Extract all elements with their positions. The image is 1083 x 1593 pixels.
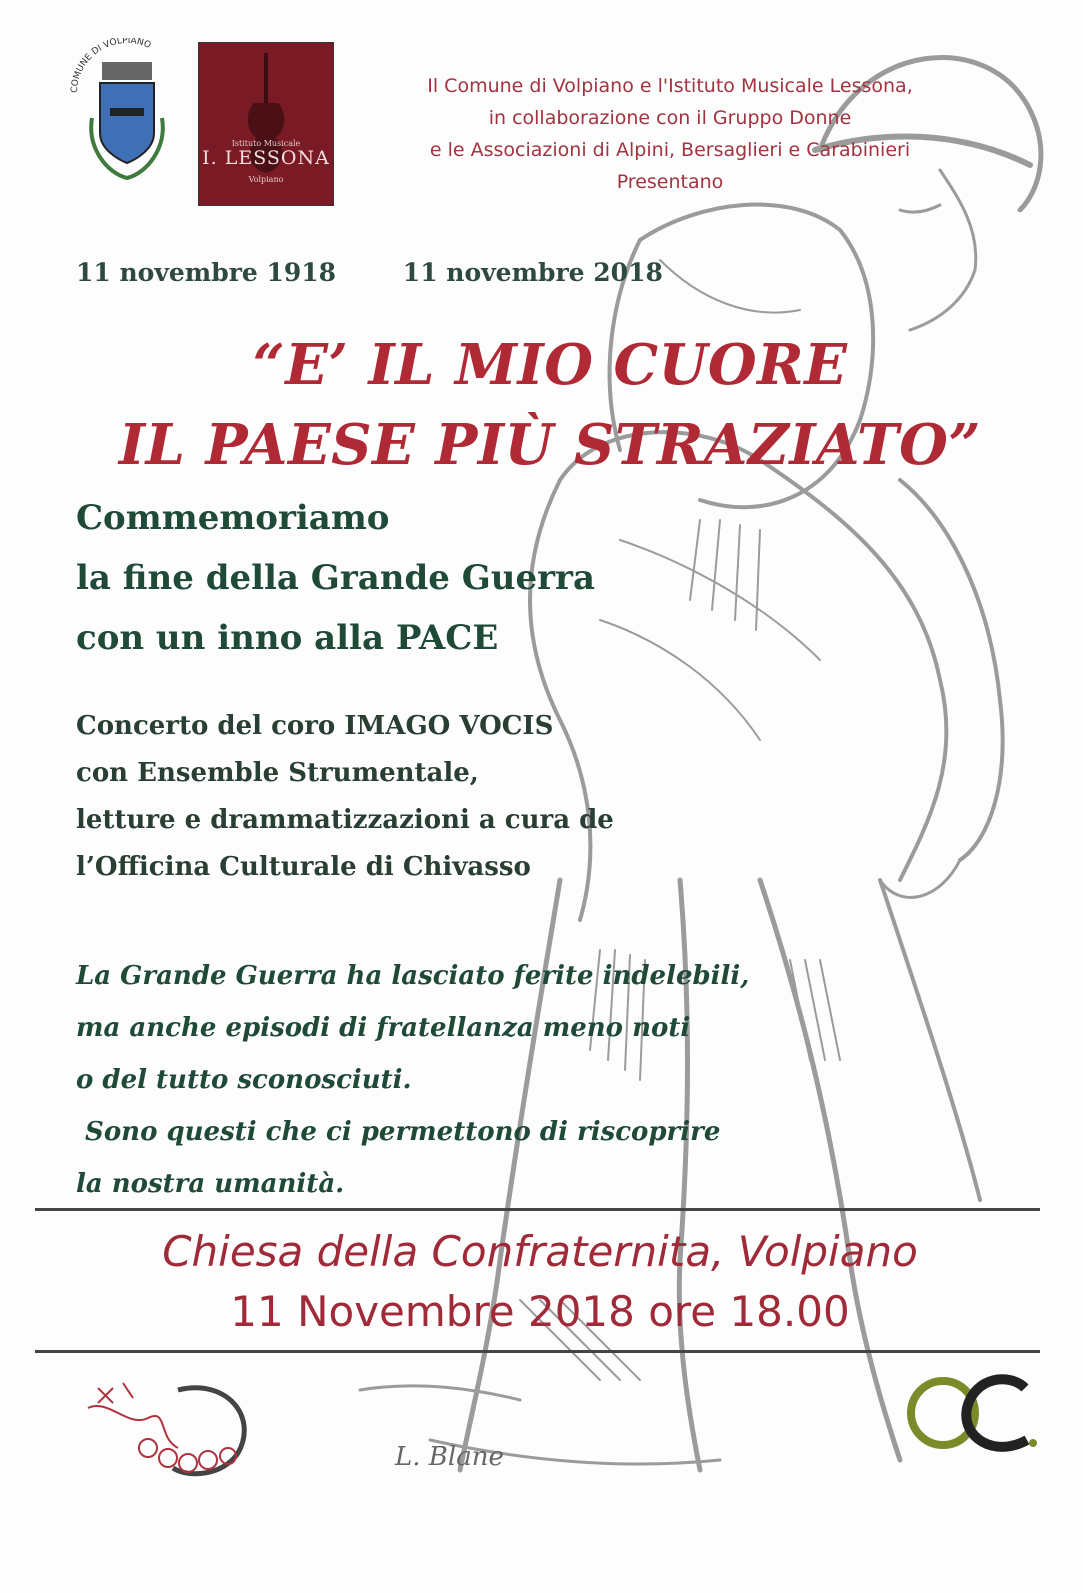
poster-title: [40, 325, 1060, 485]
crest-ring-text: COMUNE DI VOLPIANO: [69, 38, 153, 94]
lessona-top-text: Istituto Musicale: [231, 139, 301, 148]
imago-vocis-logo: [78, 1368, 258, 1478]
crest-icon: [62, 38, 192, 188]
officina-culturale-logo: [905, 1368, 1040, 1458]
header-line: Presentano: [616, 171, 724, 193]
concert-line: letture e drammatizzazioni a cura de: [76, 805, 614, 835]
concert-line: l’Officina Culturale di Chivasso: [76, 852, 531, 882]
title-line: “E’ IL MIO CUORE: [252, 332, 848, 398]
date-1918: 11 novembre 1918: [76, 258, 337, 287]
top-divider: [35, 1208, 1040, 1211]
bottom-divider: [35, 1350, 1040, 1353]
header-line: in collaborazione con il Gruppo Donne: [488, 107, 852, 129]
dates-row: [76, 258, 721, 287]
lessona-name: I. LESSONA: [202, 147, 330, 169]
quote-text: [76, 950, 749, 1210]
quote-line: o del tutto sconosciuti.: [76, 1065, 412, 1095]
comune-volpiano-crest-logo: [62, 38, 192, 188]
venue-datetime: 11 Novembre 2018 ore 18.00: [230, 1287, 850, 1336]
date-2018: 11 novembre 2018: [402, 258, 663, 287]
artist-signature: L. Blane: [395, 1442, 504, 1472]
concert-line: con Ensemble Strumentale,: [76, 758, 479, 788]
quote-line: La Grande Guerra ha lasciato ferite indelebili,: [76, 961, 750, 991]
concert-line: Concerto del coro IMAGO VOCIS: [76, 711, 554, 741]
quote-line: la nostra umanità.: [76, 1169, 345, 1199]
istituto-lessona-logo: [198, 42, 334, 206]
concert-details: [76, 703, 614, 891]
imago-vocis-icon: [78, 1368, 258, 1478]
commemoration-line: con un inno alla PACE: [76, 618, 499, 658]
commemoration-line: la fine della Grande Guerra: [76, 558, 595, 598]
lessona-bottom-text: Volpiano: [248, 175, 284, 184]
officina-culturale-icon: [905, 1368, 1040, 1458]
organizers-header: [330, 70, 1010, 198]
header-line: Il Comune di Volpiano e l'Istituto Musicale Lessona,: [427, 75, 913, 97]
title-line: IL PAESE PIÙ STRAZIATO”: [118, 412, 982, 478]
quote-line: ma anche episodi di fratellanza meno noti: [76, 1013, 691, 1043]
header-line: e le Associazioni di Alpini, Bersaglieri e Carabinieri: [429, 139, 911, 161]
venue-place: Chiesa della Confraternita, Volpiano: [162, 1227, 918, 1276]
commemoration-text: [76, 488, 595, 668]
venue-info: [40, 1222, 1040, 1342]
quote-line: Sono questi che ci permettono di riscoprire: [76, 1117, 721, 1147]
commemoration-line: Commemoriamo: [76, 498, 390, 538]
